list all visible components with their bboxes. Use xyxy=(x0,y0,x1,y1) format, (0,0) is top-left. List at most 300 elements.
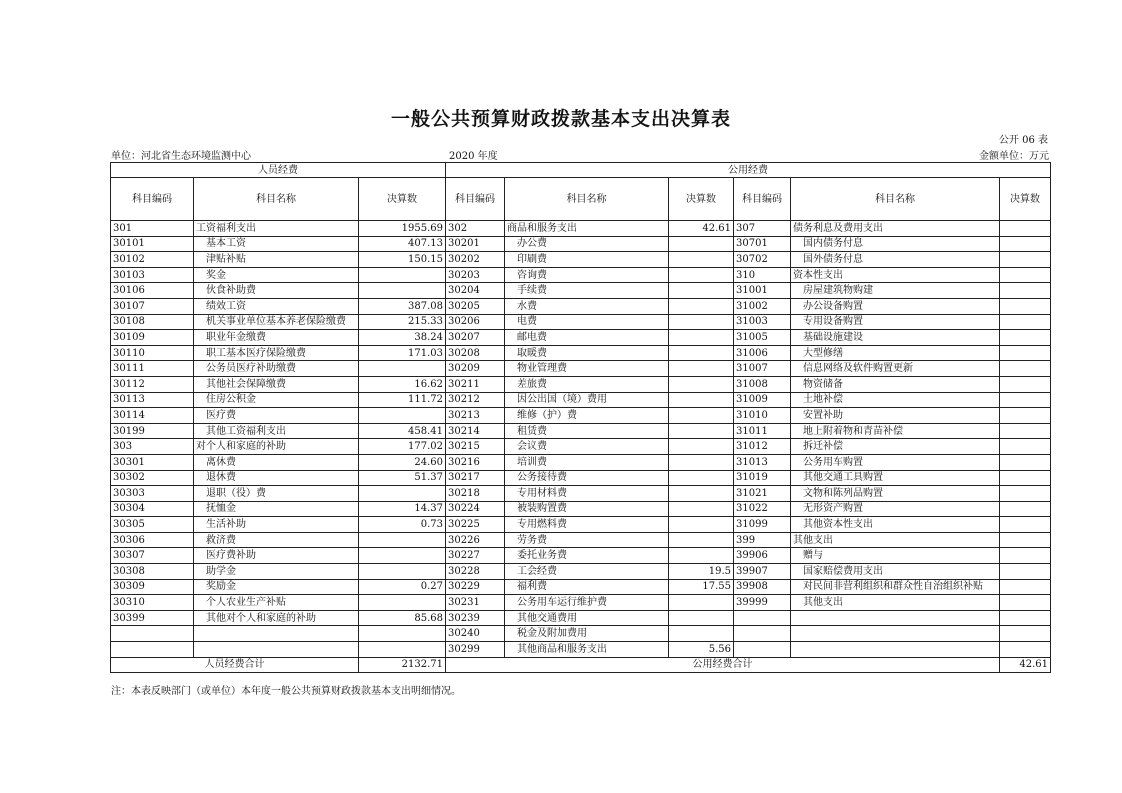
cell-name-3: 物资储备 xyxy=(791,376,1000,392)
cell-code-1: 30103 xyxy=(111,267,194,283)
cell-amount-2 xyxy=(669,392,734,408)
cell-code-3: 31009 xyxy=(734,392,791,408)
table-row xyxy=(111,470,1051,486)
cell-code-1: 30113 xyxy=(111,392,194,408)
table-row xyxy=(111,298,1051,314)
cell-name-2: 商品和服务支出 xyxy=(505,221,669,237)
cell-name-2: 专用燃料费 xyxy=(505,517,669,533)
cell-code-3: 39999 xyxy=(734,595,791,611)
cell-code-2: 30202 xyxy=(446,252,505,268)
cell-name-1: 医疗费 xyxy=(194,408,359,424)
personnel-total-value: 2132.71 xyxy=(359,657,446,673)
col-amount-2: 决算数 xyxy=(669,178,734,221)
table-row xyxy=(111,283,1051,299)
table-row xyxy=(111,376,1051,392)
cell-name-1: 工资福利支出 xyxy=(194,221,359,237)
table-row xyxy=(111,408,1051,424)
cell-name-3: 债务利息及费用支出 xyxy=(791,221,1000,237)
cell-name-3: 国内债务付息 xyxy=(791,236,1000,252)
cell-code-1: 30101 xyxy=(111,236,194,252)
cell-name-3: 无形资产购置 xyxy=(791,501,1000,517)
cell-amount-3 xyxy=(1000,236,1051,252)
form-number: 公开 06 表 xyxy=(998,135,1048,146)
cell-code-1: 303 xyxy=(111,439,194,455)
cell-amount-2 xyxy=(669,345,734,361)
cell-amount-1: 51.37 xyxy=(359,470,446,486)
money-unit: 金额单位：万元 xyxy=(979,151,1049,162)
cell-amount-3 xyxy=(1000,345,1051,361)
cell-code-3: 39908 xyxy=(734,579,791,595)
cell-name-1: 退休费 xyxy=(194,470,359,486)
cell-amount-1 xyxy=(359,626,446,642)
cell-amount-2: 42.61 xyxy=(669,221,734,237)
cell-name-3: 其他支出 xyxy=(791,595,1000,611)
cell-amount-3 xyxy=(1000,423,1051,439)
cell-code-2: 302 xyxy=(446,221,505,237)
personnel-total-label: 人员经费合计 xyxy=(111,657,359,673)
cell-name-3 xyxy=(791,610,1000,626)
cell-amount-3 xyxy=(1000,376,1051,392)
cell-amount-3 xyxy=(1000,361,1051,377)
cell-code-2: 30215 xyxy=(446,439,505,455)
cell-code-3: 31019 xyxy=(734,470,791,486)
report-title: 一般公共预算财政拨款基本支出决算表 xyxy=(390,108,731,130)
cell-amount-2 xyxy=(669,236,734,252)
cell-name-2: 委托业务费 xyxy=(505,548,669,564)
cell-amount-2: 5.56 xyxy=(669,642,734,658)
cell-code-1: 30302 xyxy=(111,470,194,486)
cell-name-3: 其他交通工具购置 xyxy=(791,470,1000,486)
cell-code-2: 30207 xyxy=(446,330,505,346)
footnote: 注：本表反映部门（或单位）本年度一般公共预算财政拨款基本支出明细情况。 xyxy=(111,686,461,697)
cell-amount-1: 387.08 xyxy=(359,298,446,314)
cell-code-1: 30399 xyxy=(111,610,194,626)
cell-name-1: 公务员医疗补助缴费 xyxy=(194,361,359,377)
cell-code-1: 30114 xyxy=(111,408,194,424)
cell-name-2: 印刷费 xyxy=(505,252,669,268)
cell-amount-3 xyxy=(1000,267,1051,283)
cell-code-3: 31001 xyxy=(734,283,791,299)
table-row xyxy=(111,439,1051,455)
cell-code-3: 31011 xyxy=(734,423,791,439)
cell-amount-3 xyxy=(1000,517,1051,533)
cell-amount-2 xyxy=(669,376,734,392)
cell-code-1: 301 xyxy=(111,221,194,237)
cell-name-1: 其他社会保障缴费 xyxy=(194,376,359,392)
cell-amount-2 xyxy=(669,267,734,283)
cell-amount-2 xyxy=(669,501,734,517)
cell-name-2: 公务接待费 xyxy=(505,470,669,486)
cell-code-2: 30227 xyxy=(446,548,505,564)
cell-code-1: 30301 xyxy=(111,454,194,470)
cell-code-3: 31021 xyxy=(734,486,791,502)
cell-code-1: 30111 xyxy=(111,361,194,377)
cell-name-3: 其他资本性支出 xyxy=(791,517,1000,533)
cell-name-2: 维修（护）费 xyxy=(505,408,669,424)
cell-amount-3 xyxy=(1000,454,1051,470)
cell-name-2: 电费 xyxy=(505,314,669,330)
cell-amount-2: 19.5 xyxy=(669,564,734,580)
cell-amount-2 xyxy=(669,423,734,439)
cell-amount-2 xyxy=(669,330,734,346)
cell-amount-3 xyxy=(1000,564,1051,580)
cell-name-2: 公务用车运行维护费 xyxy=(505,595,669,611)
cell-code-1: 30306 xyxy=(111,532,194,548)
cell-code-2: 30239 xyxy=(446,610,505,626)
cell-code-2: 30218 xyxy=(446,486,505,502)
cell-code-3: 31022 xyxy=(734,501,791,517)
expenditure-table xyxy=(110,162,1051,673)
cell-amount-1: 215.33 xyxy=(359,314,446,330)
table-row xyxy=(111,236,1051,252)
public-total-value: 42.61 xyxy=(1000,657,1051,673)
cell-amount-3 xyxy=(1000,252,1051,268)
cell-code-1: 30110 xyxy=(111,345,194,361)
cell-name-3: 房屋建筑物购建 xyxy=(791,283,1000,299)
cell-name-3: 国外债务付息 xyxy=(791,252,1000,268)
unit-name: 单位：河北省生态环境监测中心 xyxy=(111,151,251,162)
cell-code-1: 30199 xyxy=(111,423,194,439)
cell-amount-1: 111.72 xyxy=(359,392,446,408)
table-row xyxy=(111,221,1051,237)
cell-amount-3 xyxy=(1000,392,1051,408)
cell-name-2: 办公费 xyxy=(505,236,669,252)
cell-name-1: 抚恤金 xyxy=(194,501,359,517)
cell-code-3: 31012 xyxy=(734,439,791,455)
cell-code-3: 31008 xyxy=(734,376,791,392)
unit-row xyxy=(111,147,1049,161)
cell-code-3: 31005 xyxy=(734,330,791,346)
cell-amount-1: 177.02 xyxy=(359,439,446,455)
cell-amount-1: 1955.69 xyxy=(359,221,446,237)
table-row xyxy=(111,361,1051,377)
cell-amount-2 xyxy=(669,361,734,377)
cell-name-2: 租赁费 xyxy=(505,423,669,439)
cell-name-1: 津贴补贴 xyxy=(194,252,359,268)
cell-amount-3 xyxy=(1000,579,1051,595)
cell-code-1: 30310 xyxy=(111,595,194,611)
cell-amount-2 xyxy=(669,626,734,642)
cell-name-2: 税金及附加费用 xyxy=(505,626,669,642)
cell-code-1: 30308 xyxy=(111,564,194,580)
cell-amount-1: 85.68 xyxy=(359,610,446,626)
cell-name-1: 住房公积金 xyxy=(194,392,359,408)
cell-amount-1 xyxy=(359,267,446,283)
cell-amount-3 xyxy=(1000,486,1051,502)
cell-name-3: 国家赔偿费用支出 xyxy=(791,564,1000,580)
cell-name-1: 伙食补助费 xyxy=(194,283,359,299)
cell-name-2: 咨询费 xyxy=(505,267,669,283)
cell-code-3: 31013 xyxy=(734,454,791,470)
cell-code-2: 30224 xyxy=(446,501,505,517)
public-header: 公用经费 xyxy=(446,163,1051,178)
table-row xyxy=(111,330,1051,346)
cell-amount-3 xyxy=(1000,548,1051,564)
table-row xyxy=(111,314,1051,330)
cell-code-3 xyxy=(734,626,791,642)
cell-name-2: 取暖费 xyxy=(505,345,669,361)
col-amount-3: 决算数 xyxy=(1000,178,1051,221)
cell-code-2: 30201 xyxy=(446,236,505,252)
table-row xyxy=(111,252,1051,268)
cell-name-3: 其他支出 xyxy=(791,532,1000,548)
cell-name-1: 助学金 xyxy=(194,564,359,580)
cell-code-3 xyxy=(734,642,791,658)
cell-name-1: 奖金 xyxy=(194,267,359,283)
personnel-header: 人员经费 xyxy=(111,163,446,178)
cell-name-2: 其他交通费用 xyxy=(505,610,669,626)
cell-name-3: 资本性支出 xyxy=(791,267,1000,283)
cell-amount-3 xyxy=(1000,314,1051,330)
cell-amount-1 xyxy=(359,564,446,580)
cell-code-1: 30304 xyxy=(111,501,194,517)
cell-name-2: 水费 xyxy=(505,298,669,314)
cell-name-3: 基础设施建设 xyxy=(791,330,1000,346)
cell-amount-1: 16.62 xyxy=(359,376,446,392)
table-row xyxy=(111,532,1051,548)
cell-name-3 xyxy=(791,626,1000,642)
cell-amount-2 xyxy=(669,252,734,268)
cell-code-3: 30701 xyxy=(734,236,791,252)
cell-code-2: 30208 xyxy=(446,345,505,361)
cell-name-2: 其他商品和服务支出 xyxy=(505,642,669,658)
cell-code-2: 30203 xyxy=(446,267,505,283)
cell-name-1 xyxy=(194,626,359,642)
cell-name-2: 会议费 xyxy=(505,439,669,455)
cell-amount-1 xyxy=(359,408,446,424)
totals-row xyxy=(111,657,1051,673)
cell-code-2: 30206 xyxy=(446,314,505,330)
table-row xyxy=(111,610,1051,626)
cell-name-3: 办公设备购置 xyxy=(791,298,1000,314)
table-row xyxy=(111,548,1051,564)
cell-name-3: 土地补偿 xyxy=(791,392,1000,408)
cell-amount-1 xyxy=(359,595,446,611)
cell-amount-2 xyxy=(669,314,734,330)
cell-code-1: 30109 xyxy=(111,330,194,346)
header-group-row xyxy=(111,163,1051,178)
cell-name-3: 安置补助 xyxy=(791,408,1000,424)
cell-name-1: 个人农业生产补贴 xyxy=(194,595,359,611)
cell-amount-3 xyxy=(1000,501,1051,517)
cell-name-2: 工会经费 xyxy=(505,564,669,580)
cell-name-3: 拆迁补偿 xyxy=(791,439,1000,455)
cell-name-1: 生活补助 xyxy=(194,517,359,533)
cell-name-1: 退职（役）费 xyxy=(194,486,359,502)
cell-amount-2 xyxy=(669,439,734,455)
cell-code-3: 31003 xyxy=(734,314,791,330)
cell-amount-2 xyxy=(669,532,734,548)
table-row xyxy=(111,595,1051,611)
cell-name-2: 专用材料费 xyxy=(505,486,669,502)
cell-amount-3 xyxy=(1000,626,1051,642)
cell-name-1: 救济费 xyxy=(194,532,359,548)
cell-name-3: 专用设备购置 xyxy=(791,314,1000,330)
cell-amount-3 xyxy=(1000,610,1051,626)
cell-amount-1 xyxy=(359,532,446,548)
cell-name-1: 对个人和家庭的补助 xyxy=(194,439,359,455)
cell-code-2: 30229 xyxy=(446,579,505,595)
col-code-3: 科目编码 xyxy=(734,178,791,221)
cell-name-3: 文物和陈列品购置 xyxy=(791,486,1000,502)
cell-name-3: 地上附着物和青苗补偿 xyxy=(791,423,1000,439)
table-row xyxy=(111,501,1051,517)
cell-code-2: 30225 xyxy=(446,517,505,533)
table-row xyxy=(111,642,1051,658)
table-row xyxy=(111,486,1051,502)
cell-name-2: 物业管理费 xyxy=(505,361,669,377)
table-row xyxy=(111,579,1051,595)
cell-amount-3 xyxy=(1000,221,1051,237)
cell-code-2: 30205 xyxy=(446,298,505,314)
cell-code-1 xyxy=(111,626,194,642)
col-code-1: 科目编码 xyxy=(111,178,194,221)
cell-amount-2 xyxy=(669,283,734,299)
public-total-label: 公用经费合计 xyxy=(446,657,1000,673)
cell-amount-2 xyxy=(669,595,734,611)
cell-name-3 xyxy=(791,642,1000,658)
cell-code-1: 30305 xyxy=(111,517,194,533)
cell-amount-1 xyxy=(359,486,446,502)
cell-amount-3 xyxy=(1000,439,1051,455)
table-row xyxy=(111,423,1051,439)
cell-name-1: 其他工资福利支出 xyxy=(194,423,359,439)
cell-amount-2 xyxy=(669,610,734,626)
cell-code-2: 30226 xyxy=(446,532,505,548)
cell-amount-3 xyxy=(1000,595,1051,611)
cell-name-3: 公务用车购置 xyxy=(791,454,1000,470)
cell-code-1: 30303 xyxy=(111,486,194,502)
cell-code-1: 30102 xyxy=(111,252,194,268)
cell-code-2: 30211 xyxy=(446,376,505,392)
col-amount-1: 决算数 xyxy=(359,178,446,221)
cell-code-2: 30204 xyxy=(446,283,505,299)
cell-amount-2 xyxy=(669,548,734,564)
cell-amount-1: 150.15 xyxy=(359,252,446,268)
cell-code-2: 30240 xyxy=(446,626,505,642)
cell-name-2: 因公出国（境）费用 xyxy=(505,392,669,408)
cell-code-3: 31002 xyxy=(734,298,791,314)
table-row xyxy=(111,454,1051,470)
cell-name-3: 大型修缮 xyxy=(791,345,1000,361)
cell-amount-1: 14.37 xyxy=(359,501,446,517)
cell-name-1: 医疗费补助 xyxy=(194,548,359,564)
cell-name-3: 对民间非营利组织和群众性自治组织补贴 xyxy=(791,579,1000,595)
cell-amount-2 xyxy=(669,408,734,424)
cell-code-3: 39906 xyxy=(734,548,791,564)
cell-amount-1: 407.13 xyxy=(359,236,446,252)
col-code-2: 科目编码 xyxy=(446,178,505,221)
cell-amount-3 xyxy=(1000,408,1051,424)
cell-name-1: 绩效工资 xyxy=(194,298,359,314)
cell-code-2: 30231 xyxy=(446,595,505,611)
cell-amount-2 xyxy=(669,298,734,314)
cell-name-2: 邮电费 xyxy=(505,330,669,346)
cell-amount-1: 458.41 xyxy=(359,423,446,439)
cell-code-3: 31007 xyxy=(734,361,791,377)
cell-amount-2 xyxy=(669,486,734,502)
cell-code-2: 30212 xyxy=(446,392,505,408)
cell-name-1: 职工基本医疗保险缴费 xyxy=(194,345,359,361)
cell-amount-3 xyxy=(1000,532,1051,548)
cell-name-3: 信息网络及软件购置更新 xyxy=(791,361,1000,377)
cell-name-1: 基本工资 xyxy=(194,236,359,252)
cell-name-1: 离休费 xyxy=(194,454,359,470)
cell-code-3: 30702 xyxy=(734,252,791,268)
cell-amount-3 xyxy=(1000,298,1051,314)
cell-code-3: 39907 xyxy=(734,564,791,580)
cell-code-3: 307 xyxy=(734,221,791,237)
cell-name-1: 其他对个人和家庭的补助 xyxy=(194,610,359,626)
cell-code-2: 30209 xyxy=(446,361,505,377)
cell-code-3: 31006 xyxy=(734,345,791,361)
cell-amount-3 xyxy=(1000,642,1051,658)
cell-name-2: 福利费 xyxy=(505,579,669,595)
table-row xyxy=(111,345,1051,361)
col-name-1: 科目名称 xyxy=(194,178,359,221)
cell-amount-2 xyxy=(669,454,734,470)
cell-code-3: 310 xyxy=(734,267,791,283)
table-row xyxy=(111,392,1051,408)
cell-code-3 xyxy=(734,610,791,626)
cell-code-2: 30217 xyxy=(446,470,505,486)
cell-amount-1: 0.73 xyxy=(359,517,446,533)
cell-name-2: 培训费 xyxy=(505,454,669,470)
header-column-row xyxy=(111,178,1051,221)
cell-code-2: 30228 xyxy=(446,564,505,580)
cell-amount-2 xyxy=(669,517,734,533)
cell-name-2: 差旅费 xyxy=(505,376,669,392)
cell-name-1: 奖励金 xyxy=(194,579,359,595)
cell-amount-2: 17.55 xyxy=(669,579,734,595)
table-row xyxy=(111,564,1051,580)
cell-code-2: 30214 xyxy=(446,423,505,439)
cell-amount-1: 24.60 xyxy=(359,454,446,470)
cell-amount-1 xyxy=(359,548,446,564)
cell-name-2: 劳务费 xyxy=(505,532,669,548)
cell-code-2: 30213 xyxy=(446,408,505,424)
cell-code-2: 30216 xyxy=(446,454,505,470)
col-name-2: 科目名称 xyxy=(505,178,669,221)
cell-code-2: 30299 xyxy=(446,642,505,658)
cell-code-1: 30106 xyxy=(111,283,194,299)
cell-amount-1 xyxy=(359,283,446,299)
cell-amount-1: 0.27 xyxy=(359,579,446,595)
cell-amount-1: 38.24 xyxy=(359,330,446,346)
cell-code-3: 31010 xyxy=(734,408,791,424)
cell-code-1: 30307 xyxy=(111,548,194,564)
cell-code-1 xyxy=(111,642,194,658)
cell-amount-3 xyxy=(1000,470,1051,486)
cell-code-1: 30112 xyxy=(111,376,194,392)
cell-name-2: 手续费 xyxy=(505,283,669,299)
cell-name-1: 职业年金缴费 xyxy=(194,330,359,346)
cell-name-3: 赠与 xyxy=(791,548,1000,564)
cell-code-3: 399 xyxy=(734,532,791,548)
cell-code-3: 31099 xyxy=(734,517,791,533)
cell-amount-1 xyxy=(359,361,446,377)
table-row xyxy=(111,267,1051,283)
cell-amount-1: 171.03 xyxy=(359,345,446,361)
cell-code-1: 30309 xyxy=(111,579,194,595)
cell-name-1: 机关事业单位基本养老保险缴费 xyxy=(194,314,359,330)
cell-amount-3 xyxy=(1000,330,1051,346)
cell-name-1 xyxy=(194,642,359,658)
col-name-3: 科目名称 xyxy=(791,178,1000,221)
cell-code-1: 30107 xyxy=(111,298,194,314)
table-row xyxy=(111,626,1051,642)
cell-name-2: 被装购置费 xyxy=(505,501,669,517)
